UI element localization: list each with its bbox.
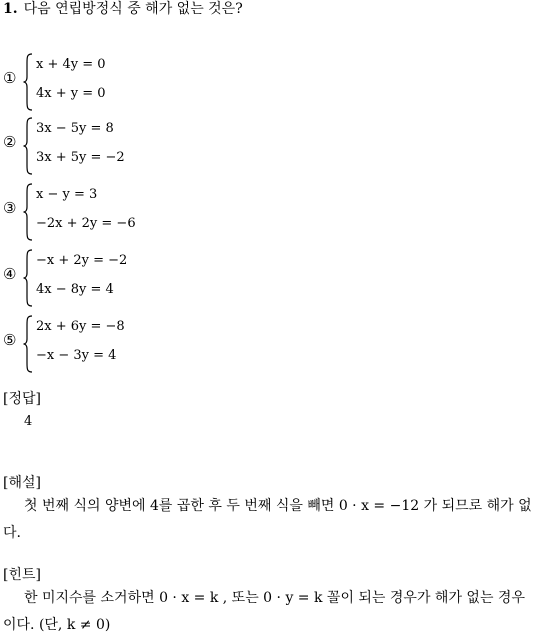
equation-1: x − y = 3 — [36, 187, 98, 202]
choice-4[interactable] — [3, 247, 303, 309]
equation-2: −x − 3y = 4 — [36, 348, 117, 363]
hint-text: 한 미지수를 소거하면 0 · x = k , 또는 0 · y = k 꼴이 되는 경우가 해가 없는 경우이다. (단, k ≠ 0) — [3, 590, 525, 633]
equation-1: −x + 2y = −2 — [36, 253, 128, 268]
equation-2: 4x + y = 0 — [36, 86, 106, 101]
choice-2[interactable] — [3, 115, 303, 177]
choice-mark: ④ — [3, 265, 17, 283]
brace-icon — [23, 53, 33, 111]
explanation-text: 첫 번째 식의 양변에 4를 곱한 후 두 번째 식을 빼면 0 · x = −12 가 되므로 해가 없다. — [3, 498, 532, 541]
brace-icon — [23, 183, 33, 241]
equation-1: 3x − 5y = 8 — [36, 121, 114, 136]
question-text: 다음 연립방정식 중 해가 없는 것은? — [23, 1, 243, 17]
equation-2: 4x − 8y = 4 — [36, 282, 114, 297]
explanation-label: [해설] — [3, 475, 41, 491]
choice-1[interactable] — [3, 51, 303, 113]
brace-icon — [23, 117, 33, 175]
question-number: 1. — [3, 1, 18, 17]
equation-1: 2x + 6y = −8 — [36, 319, 125, 334]
answer-label: [정답] — [3, 391, 41, 407]
choice-mark: ③ — [3, 199, 17, 217]
choice-5[interactable] — [3, 313, 303, 375]
answer-value: 4 — [24, 414, 33, 429]
choice-mark: ⑤ — [3, 331, 17, 349]
choice-3[interactable] — [3, 181, 303, 243]
equation-1: x + 4y = 0 — [36, 57, 106, 72]
brace-icon — [23, 249, 33, 307]
question-title — [3, 0, 243, 18]
brace-icon — [23, 315, 33, 373]
hint-label: [힌트] — [3, 567, 41, 583]
choice-mark: ② — [3, 133, 17, 151]
choice-mark: ① — [3, 69, 17, 87]
equation-2: −2x + 2y = −6 — [36, 216, 136, 231]
equation-2: 3x + 5y = −2 — [36, 150, 125, 165]
